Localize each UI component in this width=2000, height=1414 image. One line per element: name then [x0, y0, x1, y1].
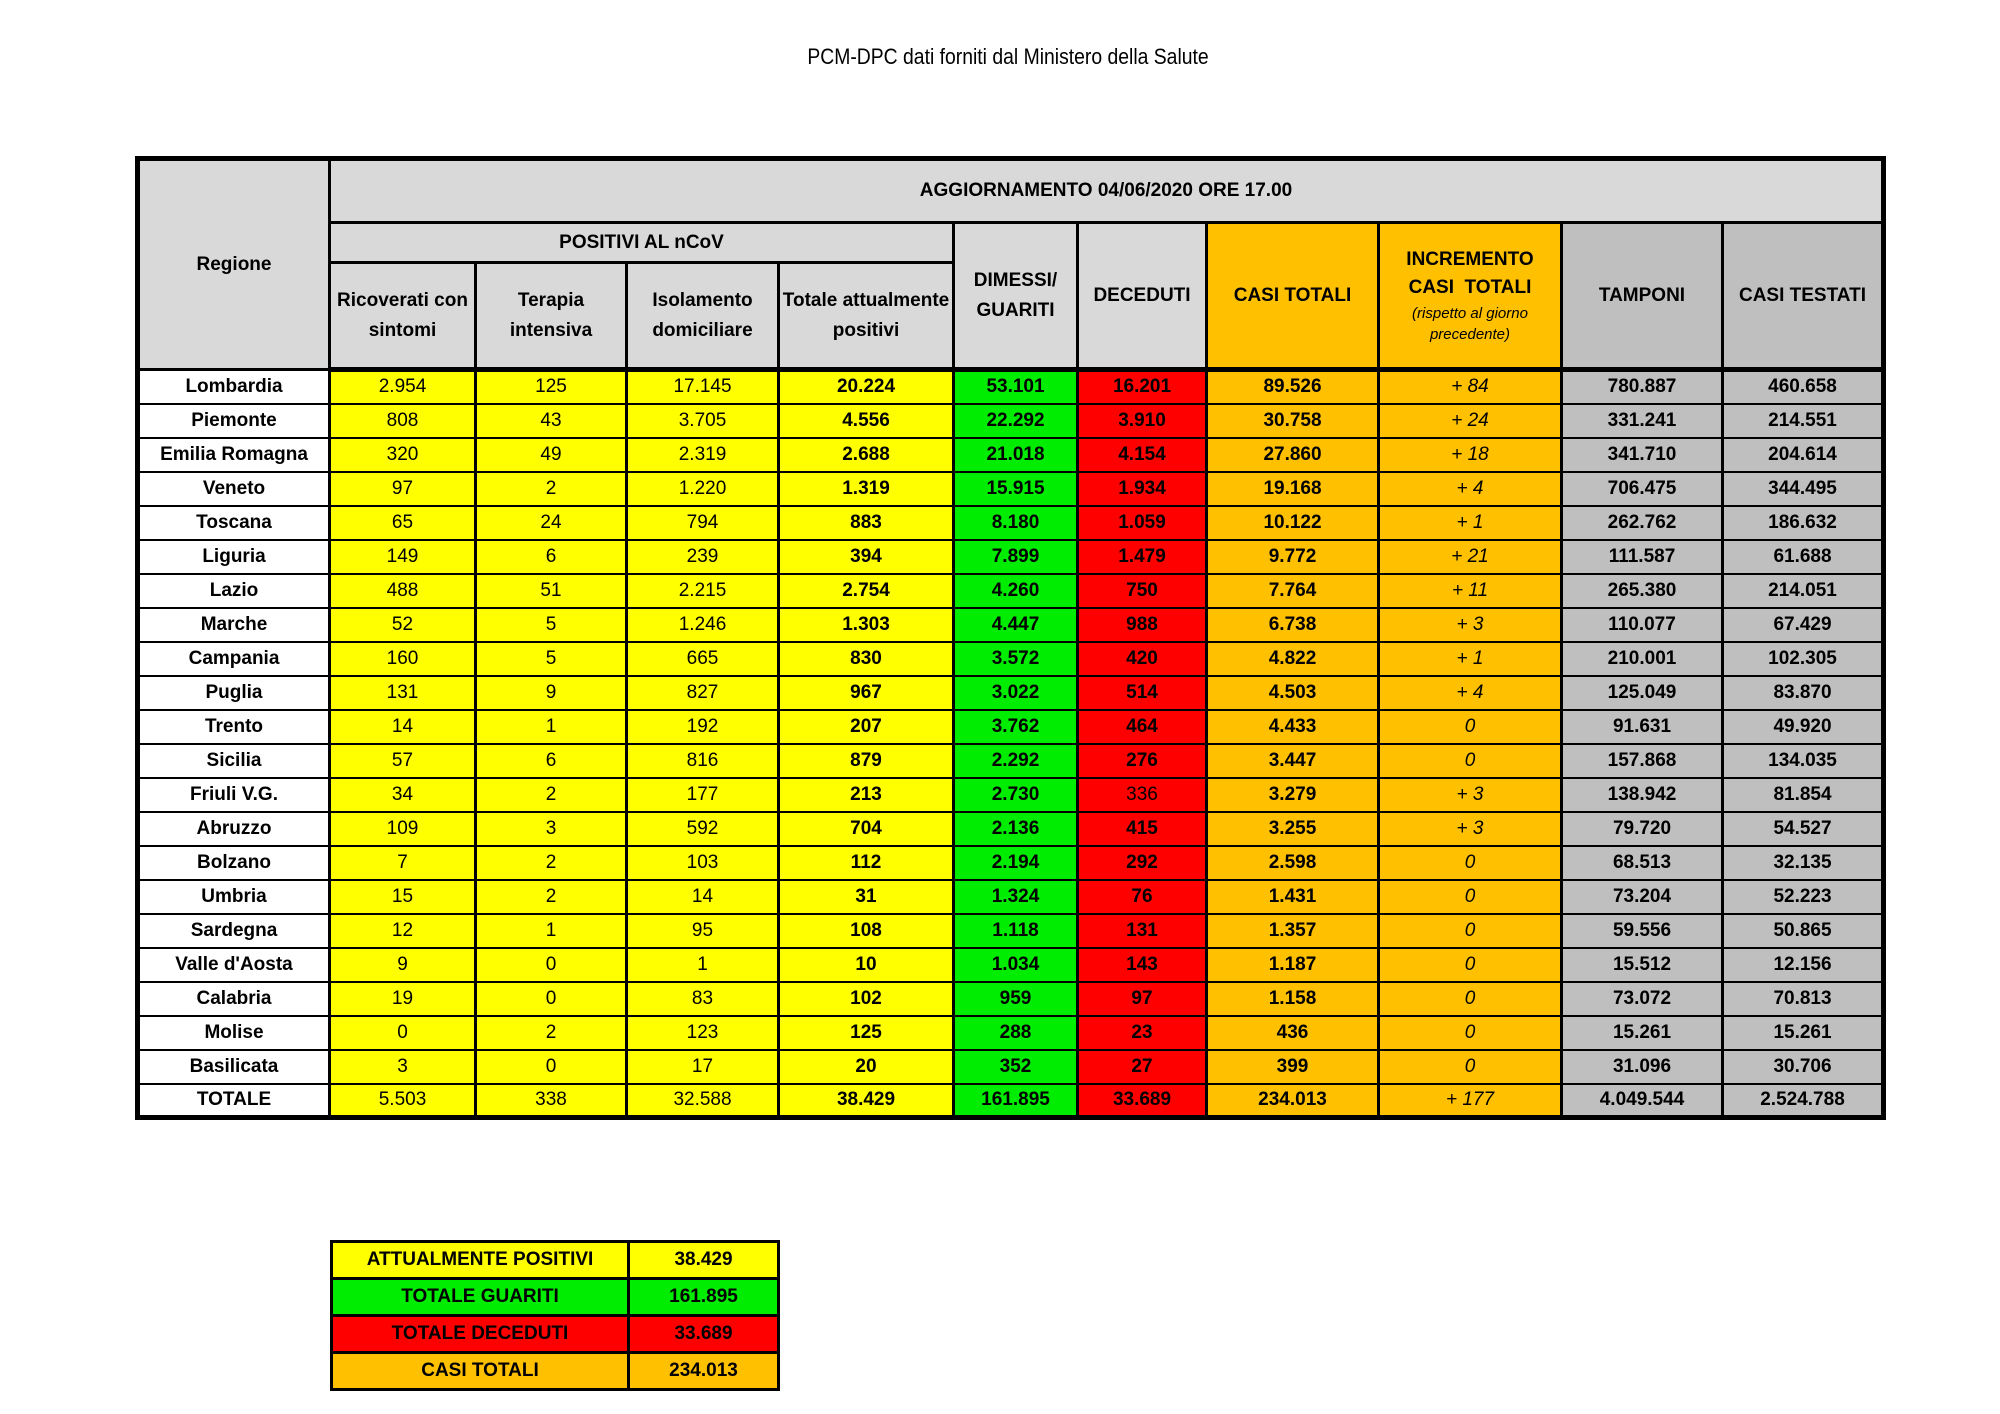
- dimessi-cell: 53.101: [954, 370, 1078, 404]
- tamponi-cell: 73.204: [1562, 880, 1723, 914]
- summary-value: 234.013: [629, 1353, 779, 1390]
- totale-positivi-cell: 10: [779, 948, 954, 982]
- deceduti-cell: 33.689: [1078, 1084, 1207, 1118]
- casi-testati-cell: 102.305: [1723, 642, 1884, 676]
- totale-positivi-cell: 704: [779, 812, 954, 846]
- tamponi-cell: 79.720: [1562, 812, 1723, 846]
- casi-testati-cell: 214.551: [1723, 404, 1884, 438]
- isolamento-cell: 192: [627, 710, 779, 744]
- casi-totali-cell: 3.279: [1207, 778, 1379, 812]
- casi-totali-cell: 1.357: [1207, 914, 1379, 948]
- ricoverati-cell: 57: [330, 744, 476, 778]
- casi-totali-cell: 9.772: [1207, 540, 1379, 574]
- deceduti-cell: 750: [1078, 574, 1207, 608]
- terapia-cell: 1: [476, 914, 627, 948]
- casi-totali-cell: 10.122: [1207, 506, 1379, 540]
- deceduti-cell: 1.934: [1078, 472, 1207, 506]
- ricoverati-cell: 2.954: [330, 370, 476, 404]
- terapia-cell: 51: [476, 574, 627, 608]
- region-cell: Abruzzo: [138, 812, 330, 846]
- isolamento-cell: 2.319: [627, 438, 779, 472]
- dimessi-cell: 959: [954, 982, 1078, 1016]
- ricoverati-cell: 160: [330, 642, 476, 676]
- terapia-cell: 0: [476, 948, 627, 982]
- tamponi-cell: 157.868: [1562, 744, 1723, 778]
- ricoverati-cell: 488: [330, 574, 476, 608]
- deceduti-cell: 276: [1078, 744, 1207, 778]
- ricoverati-cell: 19: [330, 982, 476, 1016]
- casi-testati-cell: 12.156: [1723, 948, 1884, 982]
- incremento-cell: 0: [1379, 948, 1562, 982]
- ricoverati-cell: 97: [330, 472, 476, 506]
- deceduti-cell: 16.201: [1078, 370, 1207, 404]
- deceduti-cell: 420: [1078, 642, 1207, 676]
- dimessi-cell: 3.022: [954, 676, 1078, 710]
- table-row: [138, 744, 1884, 778]
- table-row: [138, 472, 1884, 506]
- terapia-cell: 338: [476, 1084, 627, 1118]
- tamponi-cell: 31.096: [1562, 1050, 1723, 1084]
- totale-positivi-cell: 830: [779, 642, 954, 676]
- totale-positivi-cell: 102: [779, 982, 954, 1016]
- casi-testati-cell: 344.495: [1723, 472, 1884, 506]
- isolamento-cell: 177: [627, 778, 779, 812]
- totale-positivi-cell: 125: [779, 1016, 954, 1050]
- tamponi-cell: 706.475: [1562, 472, 1723, 506]
- table-row: [138, 982, 1884, 1016]
- casi-testati-cell: 2.524.788: [1723, 1084, 1884, 1118]
- casi-testati-cell: 67.429: [1723, 608, 1884, 642]
- incremento-cell: + 11: [1379, 574, 1562, 608]
- totale-positivi-cell: 1.303: [779, 608, 954, 642]
- region-cell: Lombardia: [138, 370, 330, 404]
- ricoverati-cell: 808: [330, 404, 476, 438]
- regione-header: Regione: [138, 159, 330, 370]
- summary-label: ATTUALMENTE POSITIVI: [332, 1242, 629, 1279]
- isolamento-cell: 2.215: [627, 574, 779, 608]
- incremento-cell: 0: [1379, 1050, 1562, 1084]
- totale-positivi-cell: 38.429: [779, 1084, 954, 1118]
- isolamento-cell: 83: [627, 982, 779, 1016]
- incremento-cell: + 3: [1379, 778, 1562, 812]
- region-cell: Molise: [138, 1016, 330, 1050]
- region-cell: Valle d'Aosta: [138, 948, 330, 982]
- region-cell: TOTALE: [138, 1084, 330, 1118]
- ricoverati-cell: 0: [330, 1016, 476, 1050]
- incremento-header-line1: INCREMENTO: [1406, 249, 1534, 271]
- table-row: [138, 778, 1884, 812]
- totale-positivi-cell: 879: [779, 744, 954, 778]
- region-cell: Sardegna: [138, 914, 330, 948]
- terapia-cell: 0: [476, 1050, 627, 1084]
- totale-positivi-cell: 967: [779, 676, 954, 710]
- deceduti-cell: 97: [1078, 982, 1207, 1016]
- page-title: PCM-DPC dati forniti dal Ministero della Salute: [807, 44, 1209, 69]
- totale-positivi-cell: 394: [779, 540, 954, 574]
- dimessi-cell: 2.730: [954, 778, 1078, 812]
- dimessi-cell: 352: [954, 1050, 1078, 1084]
- totale-positivi-cell: 20.224: [779, 370, 954, 404]
- deceduti-cell: 415: [1078, 812, 1207, 846]
- casi-testati-header: CASI TESTATI: [1723, 223, 1884, 370]
- casi-totali-cell: 1.187: [1207, 948, 1379, 982]
- ricoverati-cell: 109: [330, 812, 476, 846]
- tamponi-cell: 265.380: [1562, 574, 1723, 608]
- tamponi-cell: 341.710: [1562, 438, 1723, 472]
- incremento-cell: + 3: [1379, 608, 1562, 642]
- incremento-cell: + 18: [1379, 438, 1562, 472]
- terapia-cell: 9: [476, 676, 627, 710]
- deceduti-cell: 1.479: [1078, 540, 1207, 574]
- tamponi-cell: 210.001: [1562, 642, 1723, 676]
- incremento-cell: + 24: [1379, 404, 1562, 438]
- incremento-cell: + 3: [1379, 812, 1562, 846]
- deceduti-cell: 1.059: [1078, 506, 1207, 540]
- casi-totali-cell: 2.598: [1207, 846, 1379, 880]
- casi-totali-cell: 436: [1207, 1016, 1379, 1050]
- totale-positivi-cell: 112: [779, 846, 954, 880]
- isolamento-cell: 794: [627, 506, 779, 540]
- ricoverati-cell: 34: [330, 778, 476, 812]
- ricoverati-cell: 149: [330, 540, 476, 574]
- isolamento-cell: 592: [627, 812, 779, 846]
- terapia-cell: 2: [476, 880, 627, 914]
- incremento-header-line2: CASI TOTALI: [1408, 276, 1532, 298]
- dimessi-cell: 15.915: [954, 472, 1078, 506]
- dimessi-cell: 288: [954, 1016, 1078, 1050]
- table-row: [138, 812, 1884, 846]
- region-cell: Liguria: [138, 540, 330, 574]
- isolamento-cell: 239: [627, 540, 779, 574]
- casi-testati-cell: 204.614: [1723, 438, 1884, 472]
- dimessi-cell: 2.194: [954, 846, 1078, 880]
- ricoverati-cell: 3: [330, 1050, 476, 1084]
- table-row: [138, 1050, 1884, 1084]
- dimessi-cell: 4.260: [954, 574, 1078, 608]
- terapia-cell: 2: [476, 472, 627, 506]
- table-body: [138, 370, 1884, 1118]
- ricoverati-cell: 7: [330, 846, 476, 880]
- isolamento-cell: 103: [627, 846, 779, 880]
- terapia-cell: 43: [476, 404, 627, 438]
- terapia-cell: 2: [476, 778, 627, 812]
- header-row-banner: [138, 159, 1884, 223]
- summary-label: TOTALE GUARITI: [332, 1279, 629, 1316]
- summary-table: [330, 1240, 780, 1391]
- terapia-cell: 0: [476, 982, 627, 1016]
- summary-row: [332, 1279, 779, 1316]
- dimessi-cell: 1.324: [954, 880, 1078, 914]
- isolamento-cell: 95: [627, 914, 779, 948]
- terapia-header: Terapia intensiva: [476, 263, 627, 370]
- casi-totali-cell: 4.433: [1207, 710, 1379, 744]
- header-row-groups: [138, 223, 1884, 263]
- casi-testati-cell: 50.865: [1723, 914, 1884, 948]
- table-row: [138, 608, 1884, 642]
- deceduti-cell: 27: [1078, 1050, 1207, 1084]
- region-cell: Basilicata: [138, 1050, 330, 1084]
- totale-positivi-cell: 4.556: [779, 404, 954, 438]
- deceduti-cell: 4.154: [1078, 438, 1207, 472]
- table-row: [138, 914, 1884, 948]
- terapia-cell: 125: [476, 370, 627, 404]
- tamponi-cell: 111.587: [1562, 540, 1723, 574]
- terapia-cell: 5: [476, 642, 627, 676]
- ricoverati-cell: 131: [330, 676, 476, 710]
- region-cell: Toscana: [138, 506, 330, 540]
- totale-positivi-header: Totale attualmente positivi: [779, 263, 954, 370]
- casi-testati-cell: 83.870: [1723, 676, 1884, 710]
- dimessi-cell: 3.762: [954, 710, 1078, 744]
- region-cell: Friuli V.G.: [138, 778, 330, 812]
- casi-totali-cell: 234.013: [1207, 1084, 1379, 1118]
- totale-positivi-cell: 883: [779, 506, 954, 540]
- deceduti-header: DECEDUTI: [1078, 223, 1207, 370]
- casi-totali-cell: 1.431: [1207, 880, 1379, 914]
- dimessi-cell: 1.118: [954, 914, 1078, 948]
- positivi-group-header: POSITIVI AL nCoV: [330, 223, 954, 263]
- region-cell: Calabria: [138, 982, 330, 1016]
- dimessi-cell: 2.136: [954, 812, 1078, 846]
- totale-positivi-cell: 2.754: [779, 574, 954, 608]
- table-row: [138, 880, 1884, 914]
- isolamento-cell: 1.220: [627, 472, 779, 506]
- ricoverati-cell: 12: [330, 914, 476, 948]
- isolamento-cell: 3.705: [627, 404, 779, 438]
- incremento-cell: + 1: [1379, 642, 1562, 676]
- summary-value: 33.689: [629, 1316, 779, 1353]
- casi-totali-cell: 399: [1207, 1050, 1379, 1084]
- dimessi-cell: 4.447: [954, 608, 1078, 642]
- table-row: [138, 438, 1884, 472]
- ricoverati-cell: 52: [330, 608, 476, 642]
- ricoverati-cell: 9: [330, 948, 476, 982]
- summary-row: [332, 1353, 779, 1390]
- terapia-cell: 2: [476, 846, 627, 880]
- casi-totali-cell: 27.860: [1207, 438, 1379, 472]
- isolamento-cell: 14: [627, 880, 779, 914]
- isolamento-cell: 1.246: [627, 608, 779, 642]
- casi-testati-cell: 61.688: [1723, 540, 1884, 574]
- dimessi-cell: 161.895: [954, 1084, 1078, 1118]
- casi-testati-cell: 460.658: [1723, 370, 1884, 404]
- totale-positivi-cell: 2.688: [779, 438, 954, 472]
- casi-totali-cell: 4.822: [1207, 642, 1379, 676]
- isolamento-cell: 123: [627, 1016, 779, 1050]
- region-cell: Sicilia: [138, 744, 330, 778]
- isolamento-cell: 17.145: [627, 370, 779, 404]
- dimessi-cell: 1.034: [954, 948, 1078, 982]
- summary-row: [332, 1242, 779, 1279]
- casi-totali-cell: 3.255: [1207, 812, 1379, 846]
- totale-positivi-cell: 31: [779, 880, 954, 914]
- tamponi-cell: 15.261: [1562, 1016, 1723, 1050]
- deceduti-cell: 988: [1078, 608, 1207, 642]
- tamponi-cell: 110.077: [1562, 608, 1723, 642]
- deceduti-cell: 514: [1078, 676, 1207, 710]
- ricoverati-header: Ricoverati con sintomi: [330, 263, 476, 370]
- dimessi-cell: 2.292: [954, 744, 1078, 778]
- casi-testati-cell: 52.223: [1723, 880, 1884, 914]
- casi-totali-cell: 1.158: [1207, 982, 1379, 1016]
- terapia-cell: 3: [476, 812, 627, 846]
- tamponi-cell: 125.049: [1562, 676, 1723, 710]
- totale-positivi-cell: 20: [779, 1050, 954, 1084]
- casi-testati-cell: 81.854: [1723, 778, 1884, 812]
- totale-positivi-cell: 207: [779, 710, 954, 744]
- tamponi-header: TAMPONI: [1562, 223, 1723, 370]
- table-row: [138, 642, 1884, 676]
- deceduti-cell: 336: [1078, 778, 1207, 812]
- table-row: [138, 1016, 1884, 1050]
- dimessi-cell: 8.180: [954, 506, 1078, 540]
- incremento-header-note: (rispetto al giorno precedente): [1412, 305, 1528, 343]
- tamponi-cell: 91.631: [1562, 710, 1723, 744]
- table-row: [138, 506, 1884, 540]
- region-cell: Campania: [138, 642, 330, 676]
- region-cell: Marche: [138, 608, 330, 642]
- tamponi-cell: 59.556: [1562, 914, 1723, 948]
- tamponi-cell: 138.942: [1562, 778, 1723, 812]
- update-banner: AGGIORNAMENTO 04/06/2020 ORE 17.00: [330, 159, 1884, 223]
- isolamento-header: Isolamento domiciliare: [627, 263, 779, 370]
- isolamento-cell: 32.588: [627, 1084, 779, 1118]
- ricoverati-cell: 320: [330, 438, 476, 472]
- terapia-cell: 2: [476, 1016, 627, 1050]
- incremento-cell: + 4: [1379, 472, 1562, 506]
- casi-totali-cell: 89.526: [1207, 370, 1379, 404]
- summary-label: CASI TOTALI: [332, 1353, 629, 1390]
- dimessi-cell: 21.018: [954, 438, 1078, 472]
- dimessi-header: DIMESSI/ GUARITI: [954, 223, 1078, 370]
- deceduti-cell: 292: [1078, 846, 1207, 880]
- totale-row: [138, 1084, 1884, 1118]
- incremento-cell: + 21: [1379, 540, 1562, 574]
- tamponi-cell: 262.762: [1562, 506, 1723, 540]
- deceduti-cell: 23: [1078, 1016, 1207, 1050]
- region-cell: Bolzano: [138, 846, 330, 880]
- region-cell: Lazio: [138, 574, 330, 608]
- region-cell: Piemonte: [138, 404, 330, 438]
- incremento-cell: 0: [1379, 914, 1562, 948]
- dimessi-cell: 7.899: [954, 540, 1078, 574]
- casi-testati-cell: 70.813: [1723, 982, 1884, 1016]
- tamponi-cell: 15.512: [1562, 948, 1723, 982]
- casi-totali-cell: 4.503: [1207, 676, 1379, 710]
- casi-totali-cell: 6.738: [1207, 608, 1379, 642]
- casi-totali-header: CASI TOTALI: [1207, 223, 1379, 370]
- incremento-cell: + 177: [1379, 1084, 1562, 1118]
- incremento-cell: + 84: [1379, 370, 1562, 404]
- incremento-cell: + 1: [1379, 506, 1562, 540]
- totale-positivi-cell: 1.319: [779, 472, 954, 506]
- tamponi-cell: 73.072: [1562, 982, 1723, 1016]
- incremento-cell: 0: [1379, 880, 1562, 914]
- table-row: [138, 846, 1884, 880]
- incremento-cell: 0: [1379, 846, 1562, 880]
- region-cell: Puglia: [138, 676, 330, 710]
- table-row: [138, 676, 1884, 710]
- terapia-cell: 5: [476, 608, 627, 642]
- region-cell: Umbria: [138, 880, 330, 914]
- totale-positivi-cell: 108: [779, 914, 954, 948]
- tamponi-cell: 780.887: [1562, 370, 1723, 404]
- isolamento-cell: 17: [627, 1050, 779, 1084]
- deceduti-cell: 3.910: [1078, 404, 1207, 438]
- table-row: [138, 710, 1884, 744]
- table-row: [138, 370, 1884, 404]
- summary-body: [332, 1242, 779, 1390]
- casi-totali-cell: 3.447: [1207, 744, 1379, 778]
- region-cell: Emilia Romagna: [138, 438, 330, 472]
- casi-testati-cell: 54.527: [1723, 812, 1884, 846]
- deceduti-cell: 464: [1078, 710, 1207, 744]
- casi-testati-cell: 214.051: [1723, 574, 1884, 608]
- incremento-cell: 0: [1379, 982, 1562, 1016]
- ricoverati-cell: 15: [330, 880, 476, 914]
- incremento-cell: 0: [1379, 744, 1562, 778]
- incremento-cell: + 4: [1379, 676, 1562, 710]
- casi-totali-cell: 19.168: [1207, 472, 1379, 506]
- table-row: [138, 404, 1884, 438]
- incremento-cell: 0: [1379, 710, 1562, 744]
- casi-testati-cell: 134.035: [1723, 744, 1884, 778]
- isolamento-cell: 665: [627, 642, 779, 676]
- tamponi-cell: 331.241: [1562, 404, 1723, 438]
- isolamento-cell: 1: [627, 948, 779, 982]
- terapia-cell: 24: [476, 506, 627, 540]
- tamponi-cell: 4.049.544: [1562, 1084, 1723, 1118]
- summary-value: 161.895: [629, 1279, 779, 1316]
- terapia-cell: 1: [476, 710, 627, 744]
- deceduti-cell: 76: [1078, 880, 1207, 914]
- terapia-cell: 6: [476, 744, 627, 778]
- table-row: [138, 540, 1884, 574]
- summary-label: TOTALE DECEDUTI: [332, 1316, 629, 1353]
- region-cell: Veneto: [138, 472, 330, 506]
- casi-testati-cell: 49.920: [1723, 710, 1884, 744]
- terapia-cell: 49: [476, 438, 627, 472]
- casi-testati-cell: 32.135: [1723, 846, 1884, 880]
- region-cell: Trento: [138, 710, 330, 744]
- incremento-header: [1379, 223, 1562, 370]
- deceduti-cell: 143: [1078, 948, 1207, 982]
- dimessi-cell: 22.292: [954, 404, 1078, 438]
- isolamento-cell: 827: [627, 676, 779, 710]
- table-row: [138, 948, 1884, 982]
- terapia-cell: 6: [476, 540, 627, 574]
- dimessi-cell: 3.572: [954, 642, 1078, 676]
- isolamento-cell: 816: [627, 744, 779, 778]
- casi-testati-cell: 30.706: [1723, 1050, 1884, 1084]
- casi-testati-cell: 15.261: [1723, 1016, 1884, 1050]
- ricoverati-cell: 65: [330, 506, 476, 540]
- deceduti-cell: 131: [1078, 914, 1207, 948]
- summary-row: [332, 1316, 779, 1353]
- totale-positivi-cell: 213: [779, 778, 954, 812]
- ricoverati-cell: 5.503: [330, 1084, 476, 1118]
- table-row: [138, 574, 1884, 608]
- ricoverati-cell: 14: [330, 710, 476, 744]
- tamponi-cell: 68.513: [1562, 846, 1723, 880]
- incremento-cell: 0: [1379, 1016, 1562, 1050]
- casi-testati-cell: 186.632: [1723, 506, 1884, 540]
- main-table: [135, 156, 1886, 1120]
- casi-totali-cell: 7.764: [1207, 574, 1379, 608]
- summary-value: 38.429: [629, 1242, 779, 1279]
- casi-totali-cell: 30.758: [1207, 404, 1379, 438]
